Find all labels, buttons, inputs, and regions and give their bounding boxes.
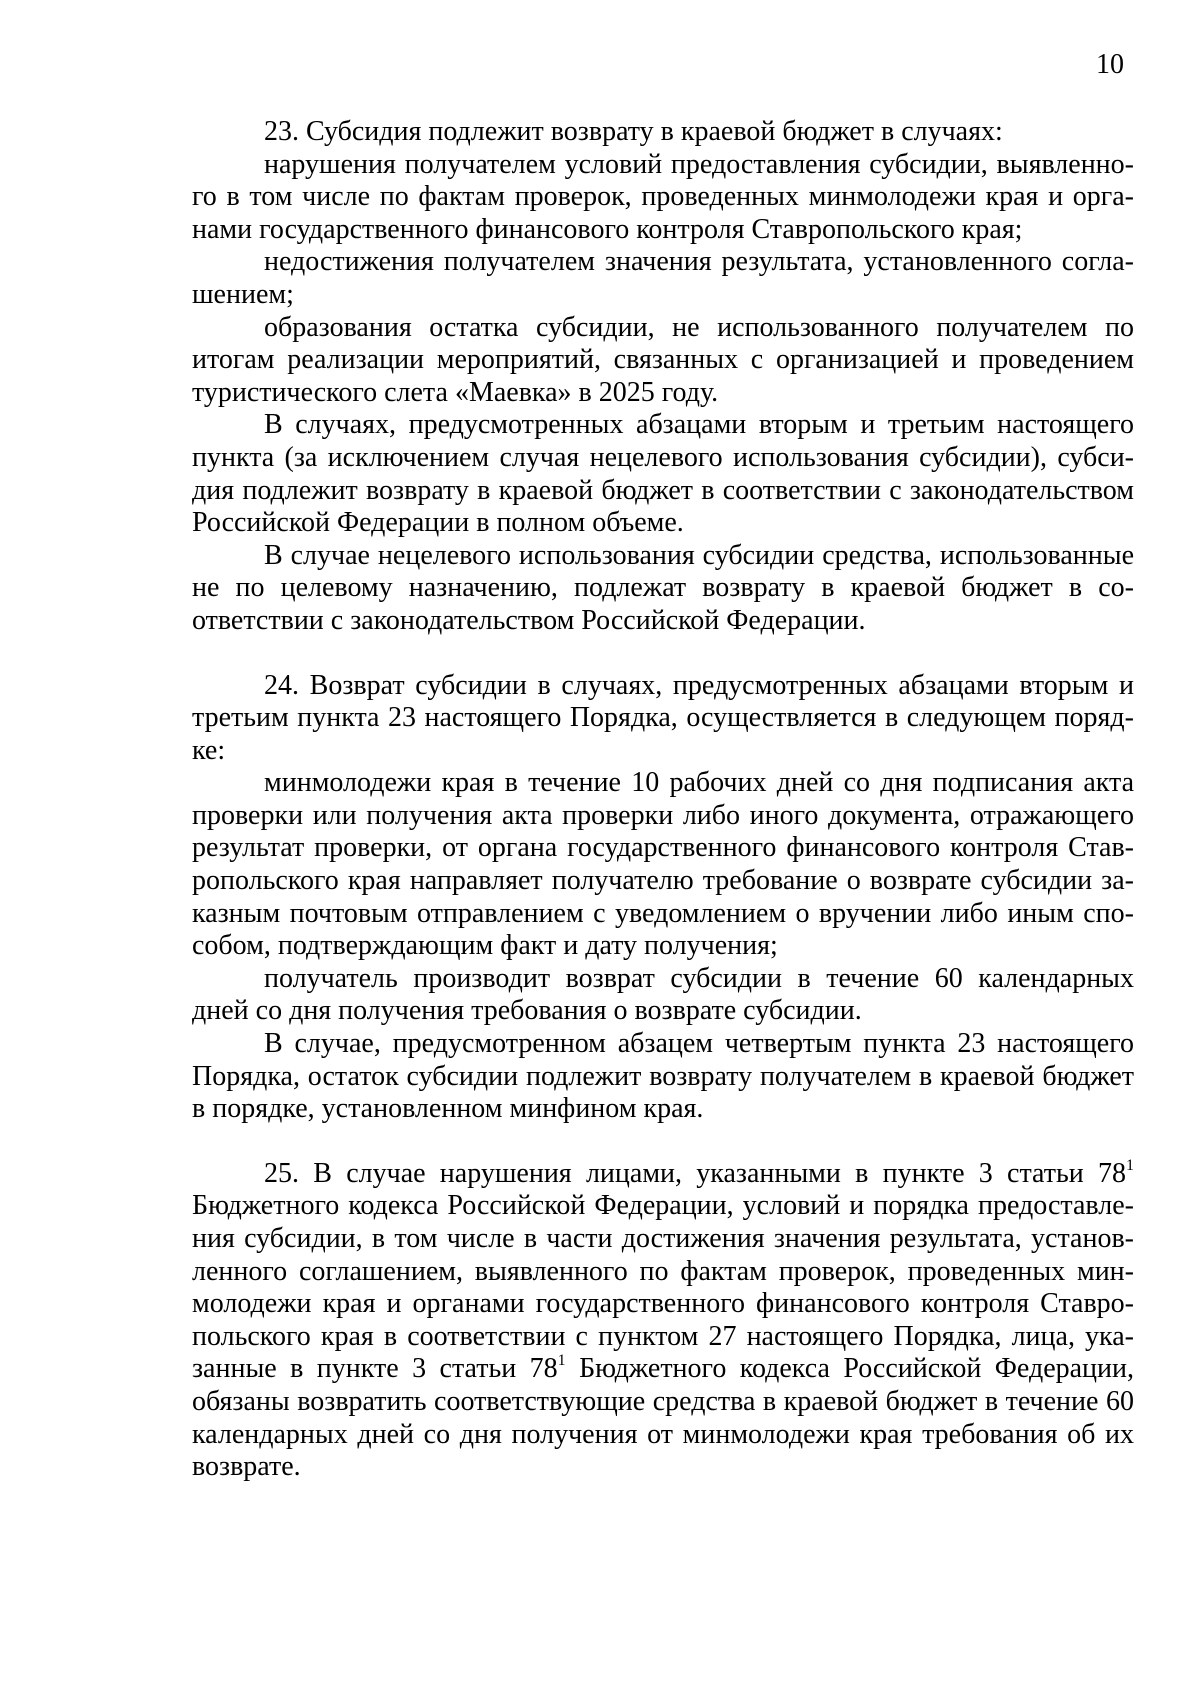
paragraph-24-remainder: В случае, предусмотренном абзацем четвертым пункта 23 настоящего Порядка, остаток субсидии подлежит возврату получателем в краевой бюджет в порядке, установленном минфином края.	[192, 1028, 1134, 1125]
paragraph-25-part-2: Бюджетного кодекса Российской Федерации, условий и порядка предоставления субсидии, в том числе в части достижения значения результата, установленного соглашением, выявленного по фактам проверок, проведенных минмолодежи края и органами государственного финансового контроля Ставропольского края в соответствии с пунктом 27 настоящего Порядка, лица, указанные в пункте 3 статьи 78	[192, 1190, 1134, 1385]
paragraph-24-notice-step: минмолодежи края в течение 10 рабочих дней со дня подписания акта проверки или получения акта проверки либо иного документа, отражающего результат проверки, от органа государственного финансового контроля Ставропольского края направляет получателю требование о возврате субсидии заказным почтовым отправлением с уведомлением о вручении либо иным способом, подтверждающим факт и дату получения;	[192, 767, 1134, 962]
paragraph-23-misuse: В случае нецелевого использования субсидии средства, использованные не по целевому назначению, подлежат возврату в краевой бюджет в соответствии с законодательством Российской Федерации.	[192, 539, 1134, 636]
document-body	[192, 116, 1134, 1484]
paragraph-23-full-return: В случаях, предусмотренных абзацами вторым и третьим настоящего пункта (за исключением случая нецелевого использования субсидии), субсидия подлежит возврату в краевой бюджет в соответствии с законодательством Российской Федерации в полном объеме.	[192, 409, 1134, 539]
paragraph-23-case-remainder: образования остатка субсидии, не использованного получателем по итогам реализации мероприятий, связанных с организацией и проведением туристического слета «Маевка» в 2025 году.	[192, 311, 1134, 408]
superscript-1-second: 1	[557, 1352, 566, 1370]
paragraph-24-return-step: получатель производит возврат субсидии в течение 60 календарных дней со дня получения требования о возврате субсидии.	[192, 962, 1134, 1027]
paragraph-24-intro: 24. Возврат субсидии в случаях, предусмотренных абзацами вторым и третьим пункта 23 настоящего Порядка, осуществляется в следующем порядке:	[192, 669, 1134, 766]
paragraph-23-intro: 23. Субсидия подлежит возврату в краевой бюджет в случаях:	[264, 116, 1003, 147]
page-number: 10	[1096, 49, 1124, 80]
paragraph-25	[192, 1158, 1134, 1484]
paragraph-23-case-result: недостижения получателем значения результата, установленного соглашением;	[192, 246, 1134, 310]
paragraph-25-part-1: 25. В случае нарушения лицами, указанными в пункте 3 статьи 78	[264, 1157, 1126, 1189]
paragraph-23-case-violation: нарушения получателем условий предоставления субсидии, выявленного в том числе по фактам проверок, проведенных минмолодежи края и органами государственного финансового контроля Ставропольского края;	[192, 148, 1134, 245]
superscript-1: 1	[1126, 1156, 1134, 1174]
paragraph-25-part-3: Бюджетного кодекса Российской Федерации, обязаны возвратить соответствующие средства в краевой бюджет в течение 60 календарных дней со дня получения от минмолодежи края требования об их возврате.	[192, 1353, 1135, 1483]
